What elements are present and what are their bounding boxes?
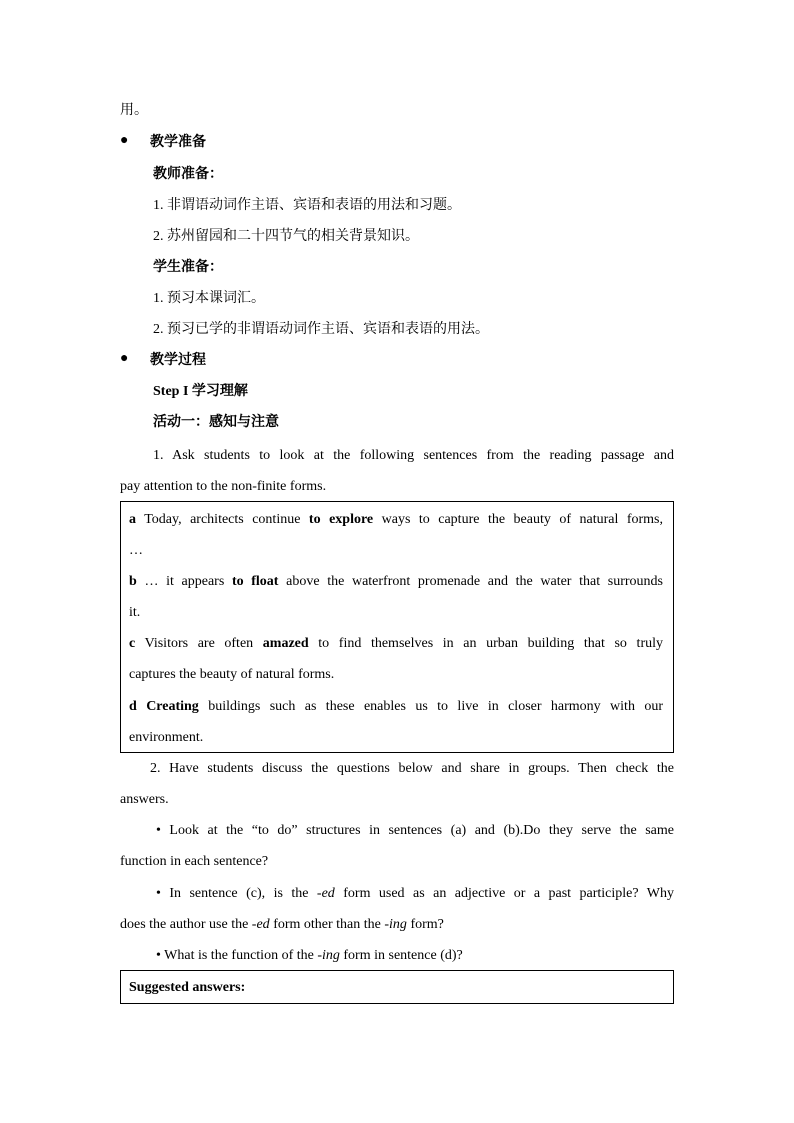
example-c-cont: captures the beauty of natural forms. xyxy=(129,667,335,682)
example-a-cont: … xyxy=(129,543,143,558)
example-b-cont: it. xyxy=(129,605,141,620)
student-item: 1. 预习本课词汇。 xyxy=(153,291,265,306)
example-d-cont: environment. xyxy=(129,730,204,745)
student-prep-title: 学生准备： xyxy=(153,260,223,275)
section-title-process: 教学过程 xyxy=(150,353,206,368)
step-title: Step I 学习理解 xyxy=(153,384,248,399)
task1-line2: pay attention to the non-finite forms. xyxy=(120,479,327,494)
bullet-icon: ● xyxy=(120,351,129,366)
question1-line2: function in each sentence? xyxy=(120,854,269,869)
example-c: c Visitors are often amazed to find themselves in an urban building that so truly xyxy=(129,636,663,651)
suggested-answers-title: Suggested answers: xyxy=(129,980,246,995)
activity-title: 活动一：感知与注意 xyxy=(153,415,279,430)
bullet-icon: ● xyxy=(120,133,129,148)
student-item: 2. 预习已学的非谓语动词作主语、宾语和表语的用法。 xyxy=(153,322,489,337)
teacher-item: 1. 非谓语动词作主语、宾语和表语的用法和习题。 xyxy=(153,198,461,213)
task1-line1: 1. Ask students to look at the following sentences from the reading passage and xyxy=(153,448,674,463)
example-d: d Creating buildings such as these enables us to live in closer harmony with our xyxy=(129,699,663,714)
teacher-prep-title: 教师准备： xyxy=(153,167,223,182)
example-b: b … it appears to float above the waterfront promenade and the water that surrounds xyxy=(129,574,663,589)
suggested-answers-box xyxy=(120,970,674,1004)
task2-line1: 2. Have students discuss the questions below and share in groups. Then check the xyxy=(150,761,674,776)
example-a: a Today, architects continue to explore ways to capture the beauty of natural forms, xyxy=(129,512,663,527)
section-title-prep: 教学准备 xyxy=(150,135,206,150)
question3: • What is the function of the -ing form in sentence (d)? xyxy=(156,948,463,963)
task2-line2: answers. xyxy=(120,792,169,807)
examples-box xyxy=(120,501,674,753)
question1-line1: • Look at the “to do” structures in sentences (a) and (b).Do they serve the same xyxy=(156,823,674,838)
teacher-item: 2. 苏州留园和二十四节气的相关背景知识。 xyxy=(153,229,419,244)
question2-line2: does the author use the -ed form other than the -ing form? xyxy=(120,917,444,932)
intro-tail: 用。 xyxy=(120,103,148,118)
question2-line1: • In sentence (c), is the -ed form used as an adjective or a past participle? Why xyxy=(156,886,674,901)
